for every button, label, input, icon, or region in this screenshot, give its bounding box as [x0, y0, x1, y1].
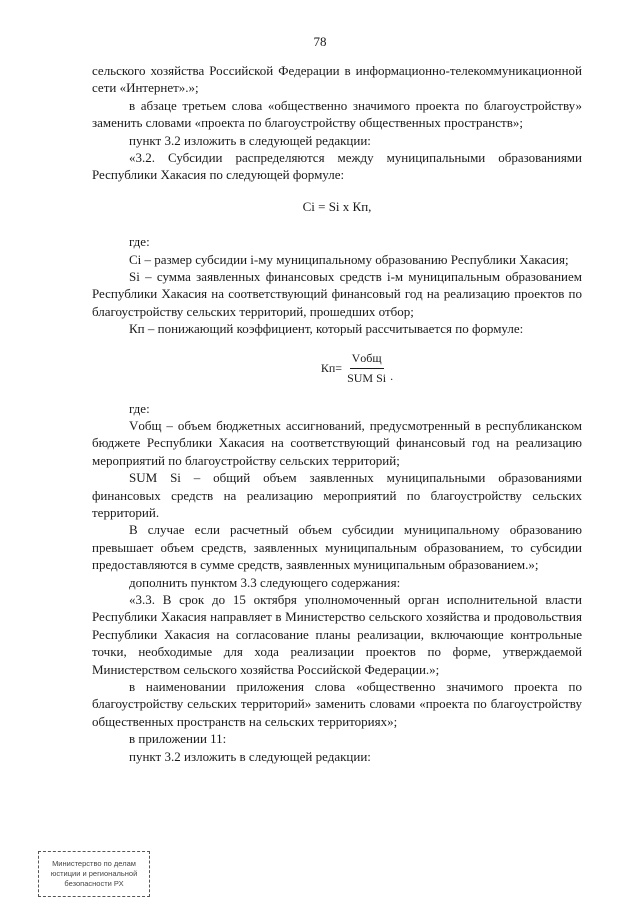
page-number: 78	[313, 34, 327, 49]
stamp-line-2: юстиции и региональной	[50, 869, 138, 878]
paragraph-4: «3.2. Субсидии распределяются между муниципальными образованиями Республики Хакасия по следующей формуле:	[92, 150, 582, 183]
definition-kp: Кп – понижающий коэффициент, который рассчитывается по формуле:	[129, 321, 524, 337]
paragraph-1: сельского хозяйства Российской Федерации в информационно-телекоммуникационной сети «Интернет».»;	[92, 63, 582, 96]
where-label-1: где:	[129, 234, 150, 250]
stamp-line-3: безопасности РХ	[64, 879, 124, 888]
stamp-line-1: Министерство по делам	[52, 859, 136, 868]
paragraph-12: «3.3. В срок до 15 октября уполномоченный орган исполнительной власти Республики Хакасия направляет в Министерство сельского хозяйства и продовольствия Республики Хакасия на согласование планы реализации, включающие контрольные точки, необходимые для хода реализации проектов по форме, утверждаемой Министерством сельского хозяйства Российской Федерации.»;	[92, 591, 582, 677]
formula-kp	[132, 350, 582, 388]
paragraph-13: в наименовании приложения слова «общественно значимого проекта по благоустройству сельских территорий» заменить словами «проекта по благоустройству общественных пространств на сельских территориях»;	[92, 679, 582, 729]
paragraph-14: в приложении 11:	[129, 731, 227, 747]
formula-kp-numerator: Vобщ	[350, 350, 384, 369]
where-label-2: где:	[129, 400, 150, 416]
paragraph-3: пункт 3.2 изложить в следующей редакции:	[129, 132, 371, 148]
paragraph-15: пункт 3.2 изложить в следующей редакции:	[129, 748, 371, 764]
registration-stamp	[38, 851, 150, 897]
definition-sum-si: SUM Si – общий объем заявленных муниципальными образованиями финансовых средств на реализацию мероприятий по благоустройству сельских территорий.	[92, 470, 582, 520]
formula-ci: Ci = Si x Кп,	[302, 198, 372, 214]
formula-kp-lhs: Кп=	[320, 360, 343, 375]
document-body	[92, 62, 582, 765]
paragraph-11: дополнить пунктом 3.3 следующего содержания:	[129, 574, 401, 590]
definition-vobsh: Vобщ – объем бюджетных ассигнований, предусмотренный в республиканском бюджете Республики Хакасия на соответствующий финансовый год на реализацию мероприятий по благоустройству сельских территорий;	[92, 417, 582, 468]
definition-ci: Ci – размер субсидии i-му муниципальному образованию Республики Хакасия;	[129, 251, 569, 267]
formula-kp-denominator: SUM Si	[347, 371, 387, 386]
formula-kp-fraction	[345, 350, 388, 388]
paragraph-2: в абзаце третьем слова «общественно значимого проекта по благоустройству» заменить словами «проекта по благоустройству общественных пространств»;	[92, 97, 582, 131]
paragraph-10: В случае если расчетный объем субсидии муниципальному образованию превышает объем средств, заявленных муниципальным образованием, то субсидии предоставляются в сумме средств, заявленных муниципальным образованием.»;	[92, 522, 582, 573]
formula-kp-tail: .	[390, 369, 394, 384]
definition-si: Si – сумма заявленных финансовых средств i-м муниципальным образованием Республики Хакасия на соответствующий финансовый год на реализацию проектов по благоустройству сельских территорий, прошедших отбор;	[92, 269, 582, 319]
